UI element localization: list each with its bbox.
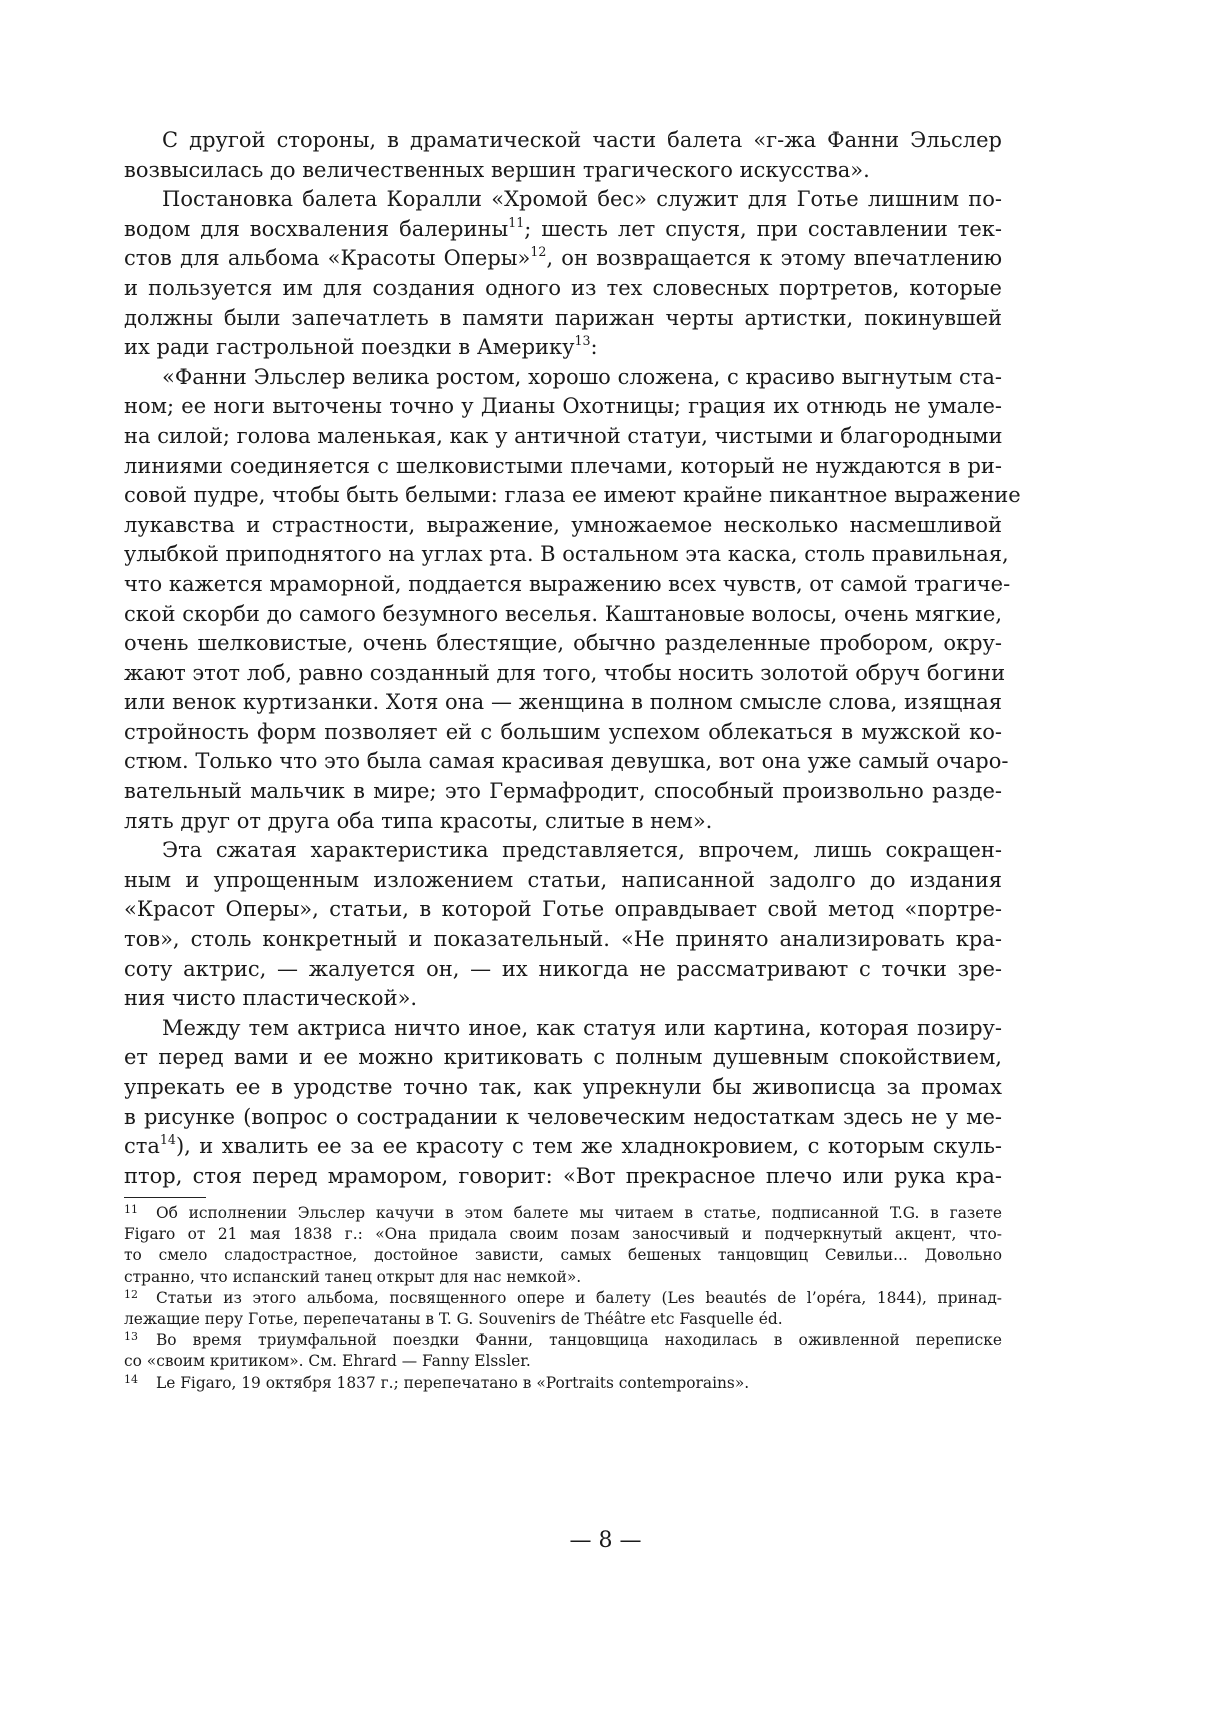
text-line: стройность форм позволяет ей с большим успехом облекаться в мужской ко- <box>124 719 1002 744</box>
text-line: лукавства и страстности, выражение, умножаемое несколько насмешливой <box>124 512 1002 537</box>
text-line: Между тем актриса ничто иное, как статуя или картина, которая позиру- <box>162 1015 1002 1040</box>
paragraph <box>124 126 1002 185</box>
footnote <box>124 1288 1002 1330</box>
paragraph <box>124 185 1002 363</box>
footnote-text: Figaro от 21 мая 1838 г.: «Она придала своим позам заносчивый и подчеркнутый акцент, что- <box>124 1225 1002 1244</box>
text-line: соту актрис, — жалуется он, — их никогда не рассматривают с точки зре- <box>124 956 1002 981</box>
text-line: тов», столь конкретный и показательный. «Не принято анализировать кра- <box>124 927 1002 952</box>
footnote-line: 13 Во время триумфальной поездки Фанни, танцовщица находилась в оживленной переписке <box>124 1330 1002 1350</box>
paragraph <box>124 836 1002 1014</box>
text-line: линиями соединяется с шелковистыми плечами, который не нуждаются в ри- <box>124 453 1002 478</box>
text-line: возвысилась до величественных вершин трагического искусства». <box>124 157 870 182</box>
footnote-line <box>124 1267 1002 1288</box>
text-line: ном; ее ноги выточены точно у Дианы Охотницы; грация их отнюдь не умале- <box>124 394 1002 419</box>
text-line: ния чисто пластической». <box>124 986 418 1011</box>
text-line: лять друг от друга оба типа красоты, слитые в нем». <box>124 808 713 833</box>
text-line: в рисунке (вопрос о сострадании к человеческим недостаткам здесь не у ме- <box>124 1104 1002 1129</box>
text-line: и пользуется им для создания одного из тех словесных портретов, которые <box>124 275 1002 300</box>
footnote-ref[interactable]: 14 <box>159 1132 176 1148</box>
footnote-text: лежащие перу Готье, перепечатаны в T. G. Souvenirs de Théâtre etc Fasquelle éd. <box>124 1309 783 1328</box>
footnote-ref[interactable]: 12 <box>530 244 547 260</box>
paragraph <box>124 363 1021 837</box>
text-line: Постановка балета Коралли «Хромой бес» служит для Готье лишним по- <box>162 187 1002 212</box>
footnote-ref[interactable]: 13 <box>574 333 591 349</box>
text-line: Эта сжатая характеристика представляется, впрочем, лишь сокращен- <box>162 838 1002 863</box>
footnote <box>124 1330 1002 1372</box>
text-line: должны были запечатлеть в памяти парижан черты артистки, покинувшей <box>124 305 1002 330</box>
footnote-text: со «своим критиком». См. Ehrard — Fanny Elssler. <box>124 1352 531 1371</box>
footnote-divider <box>124 1197 206 1198</box>
text-line: ным и упрощенным изложением статьи, написанной задолго до издания <box>124 867 1002 892</box>
text-line: водом для восхваления балерины$^{11}$; шесть лет спустя, при составлении тек- <box>124 214 1003 241</box>
text-line: ет перед вами и ее можно критиковать с полным душевным спокойствием, <box>124 1045 1002 1070</box>
text-line: птор, стоя перед мрамором, говорит: «Вот прекрасное плечо или рука кра- <box>124 1163 1002 1188</box>
text-line: «Фанни Эльслер велика ростом, хорошо сложена, с красиво выгнутым ста- <box>162 364 1002 389</box>
text-line: стов для альбома «Красоты Оперы»$^{12}$, он возвращается к этому впечатлению <box>124 244 1002 271</box>
text-line: ской скорби до самого безумного веселья. Каштановые волосы, очень мягкие, <box>124 601 1002 626</box>
text-line: вательный мальчик в мире; это Гермафродит, способный произвольно разде- <box>124 779 1002 804</box>
footnote-line <box>124 1245 1002 1266</box>
footnote-line: 12 Статьи из этого альбома, посвященного опере и балету (Les beautés de l’opéra, 1844), принад- <box>124 1287 1002 1307</box>
text-line: «Красот Оперы», статьи, в которой Готье оправдывает свой метод «портре- <box>124 897 1002 922</box>
footnote-line <box>124 1309 1002 1330</box>
text-line: стюм. Только что это была самая красивая девушка, вот она уже самый очаро- <box>124 749 1009 774</box>
text-line: очень шелковистые, очень блестящие, обычно разделенные пробором, окру- <box>124 631 1002 656</box>
footnote-text: Во время триумфальной поездки Фанни, танцовщица находилась в оживленной переписке <box>156 1331 1002 1350</box>
text-line: жают этот лоб, равно созданный для того, чтобы носить золотой обруч богини <box>124 660 1006 685</box>
footnote-text: странно, что испанский танец открыт для нас немкой». <box>124 1267 582 1286</box>
page-number: — 8 — <box>569 1528 642 1553</box>
footnote-line <box>124 1351 1002 1372</box>
text-line: на силой; голова маленькая, как у античной статуи, чистыми и благородными <box>124 423 1003 448</box>
paragraph <box>124 1014 1002 1192</box>
body-text <box>124 126 1021 1191</box>
text-line: ста$^{14}$), и хвалить ее за ее красоту с тем же хладнокровием, с которым скуль- <box>124 1132 1002 1159</box>
text-line: что кажется мраморной, поддается выражению всех чувств, от самой трагиче- <box>124 571 1011 596</box>
text-line: совой пудре, чтобы быть белыми: глаза ее имеют крайне пикантное выражение <box>124 483 1021 508</box>
footnote <box>124 1373 1002 1394</box>
footnote-text: Об исполнении Эльслер качучи в этом балете мы читаем в статье, подписанной T.G. в газете <box>156 1204 1002 1222</box>
footnote-text: Le Figaro, 19 октября 1837 г.; перепечатано в «Portraits contemporains». <box>156 1373 750 1392</box>
footnote <box>124 1203 1002 1288</box>
footnote-line <box>124 1224 1002 1245</box>
footnotes <box>124 1203 1002 1394</box>
footnote-line: 14 Le Figaro, 19 октября 1837 г.; перепечатано в «Portraits contemporains». <box>124 1372 750 1392</box>
text-line: упрекать ее в уродстве точно так, как упрекнули бы живописца за промах <box>124 1075 1002 1099</box>
footnote-ref[interactable]: 11 <box>508 214 525 230</box>
text-line: С другой стороны, в драматической части балета «г-жа Фанни Эльслер <box>162 128 1002 152</box>
footnote-line: 11 Об исполнении Эльслер качучи в этом балете мы читаем в статье, подписанной T.G. в газете <box>124 1203 1002 1222</box>
text-line: их ради гастрольной поездки в Америку$^{13}$: <box>124 333 598 360</box>
footnote-text: Статьи из этого альбома, посвященного опере и балету (Les beautés de l’opéra, 1844), принад- <box>156 1288 1002 1307</box>
text-line: улыбкой приподнятого на углах рта. В остальном эта каска, столь правильная, <box>124 542 1009 567</box>
footnote-text: то смело сладострастное, достойное зависти, самых бешеных танцовщиц Севильи... Довольно <box>124 1246 1002 1265</box>
text-line: или венок куртизанки. Хотя она — женщина в полном смысле слова, изящная <box>124 690 1002 715</box>
